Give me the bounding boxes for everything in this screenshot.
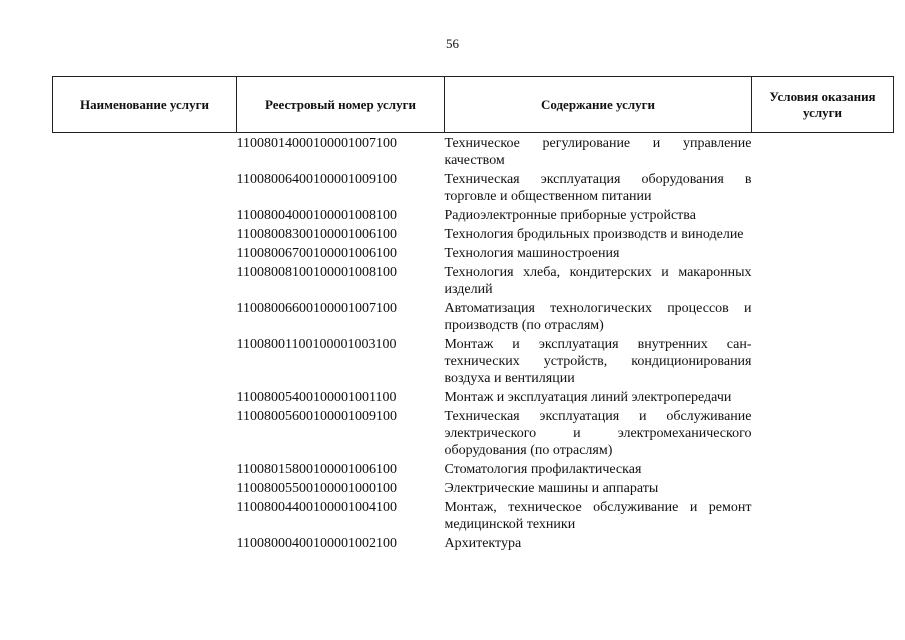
registry-number-cell: 110080064001000010091​00 <box>236 172 397 187</box>
registry-number-cell: 110080056001000010091​00 <box>236 409 397 424</box>
service-name-cell <box>53 533 237 552</box>
service-content-cell: Монтаж и эксплуатация линий электропередачи <box>444 390 732 405</box>
table-header <box>53 77 894 133</box>
table-row <box>53 387 894 406</box>
service-name-cell <box>53 387 237 406</box>
registry-number-cell: 110080081001000010081​00 <box>236 265 397 280</box>
service-content-cell: Технология бродильных производств и виноделие <box>444 227 744 242</box>
header-registry-number: Реестровый номер услуги <box>237 77 445 133</box>
conditions-cell <box>752 478 894 497</box>
service-content-cell: Электрические машины и аппараты <box>444 481 659 496</box>
header-conditions: Условия оказания услуги <box>752 77 894 133</box>
table-row <box>53 533 894 552</box>
registry-number-cell: 110080044001000010041​00 <box>236 500 397 515</box>
service-content-cell: Техническое регулирование и управление качеством <box>444 136 752 168</box>
conditions-cell <box>752 169 894 205</box>
conditions-cell <box>752 133 894 170</box>
conditions-cell <box>752 224 894 243</box>
table-row <box>53 478 894 497</box>
conditions-cell <box>752 387 894 406</box>
table-row <box>53 262 894 298</box>
table-row <box>53 334 894 387</box>
service-content-cell: Монтаж и эксплуатация внутренних сантехнических устройств, кондиционирования воздуха и вентиляции <box>444 337 752 386</box>
service-content-cell: Монтаж, техническое обслуживание и ремонт медицинской техники <box>444 500 752 532</box>
registry-number-cell: 110080011001000010031​00 <box>236 337 397 352</box>
table-row <box>53 205 894 224</box>
conditions-cell <box>752 205 894 224</box>
registry-number-cell: 110080083001000010061​00 <box>236 227 397 242</box>
registry-number-cell: 110080158001000010061​00 <box>236 462 397 477</box>
header-content: Содержание услуги <box>445 77 752 133</box>
service-content-cell: Автоматизация технологических процессов и производств (по отраслям) <box>444 301 752 333</box>
table-row <box>53 243 894 262</box>
conditions-cell <box>752 334 894 387</box>
service-content-cell: Технология машиностроения <box>444 246 620 261</box>
service-content-cell: Техническая эксплуатация оборудования в торговле и общественном питании <box>444 172 752 204</box>
registry-number-cell: 110080066001000010071​00 <box>236 301 397 316</box>
table-row <box>53 133 894 170</box>
table-row <box>53 224 894 243</box>
registry-number-cell: 110080055001000010001​00 <box>236 481 397 496</box>
service-name-cell <box>53 298 237 334</box>
service-name-cell <box>53 459 237 478</box>
registry-number-cell: 110080067001000010061​00 <box>236 246 397 261</box>
service-name-cell <box>53 262 237 298</box>
conditions-cell <box>752 533 894 552</box>
table-row <box>53 169 894 205</box>
service-name-cell <box>53 224 237 243</box>
service-content-cell: Техническая эксплуатация и обслуживание электрического и электромеханического оборудования (по отраслям) <box>444 409 752 458</box>
table-row <box>53 459 894 478</box>
service-name-cell <box>53 406 237 459</box>
conditions-cell <box>752 243 894 262</box>
conditions-cell <box>752 459 894 478</box>
service-name-cell <box>53 478 237 497</box>
services-table <box>52 76 894 552</box>
table-body <box>53 133 894 553</box>
service-name-cell <box>53 169 237 205</box>
service-content-cell: Архитектура <box>444 536 522 551</box>
service-name-cell <box>53 334 237 387</box>
registry-number-cell: 110080004001000010021​00 <box>236 536 397 551</box>
service-name-cell <box>53 205 237 224</box>
service-content-cell: Стоматология профилактическая <box>444 462 642 477</box>
table-row <box>53 497 894 533</box>
table-row <box>53 406 894 459</box>
conditions-cell <box>752 298 894 334</box>
service-name-cell <box>53 497 237 533</box>
service-content-cell: Технология хлеба, кондитерских и макаронных изделий <box>444 265 752 297</box>
service-content-cell: Радиоэлектронные приборные устройства <box>444 208 696 223</box>
service-name-cell <box>53 243 237 262</box>
registry-number-cell: 110080040001000010081​00 <box>236 208 397 223</box>
conditions-cell <box>752 497 894 533</box>
registry-number-cell: 110080140001000010071​00 <box>236 136 397 151</box>
conditions-cell <box>752 406 894 459</box>
header-service-name: Наименование услуги <box>53 77 237 133</box>
registry-number-cell: 110080054001000010011​00 <box>236 390 397 405</box>
table-row <box>53 298 894 334</box>
service-name-cell <box>53 133 237 170</box>
page-number: 56 <box>446 36 459 51</box>
conditions-cell <box>752 262 894 298</box>
